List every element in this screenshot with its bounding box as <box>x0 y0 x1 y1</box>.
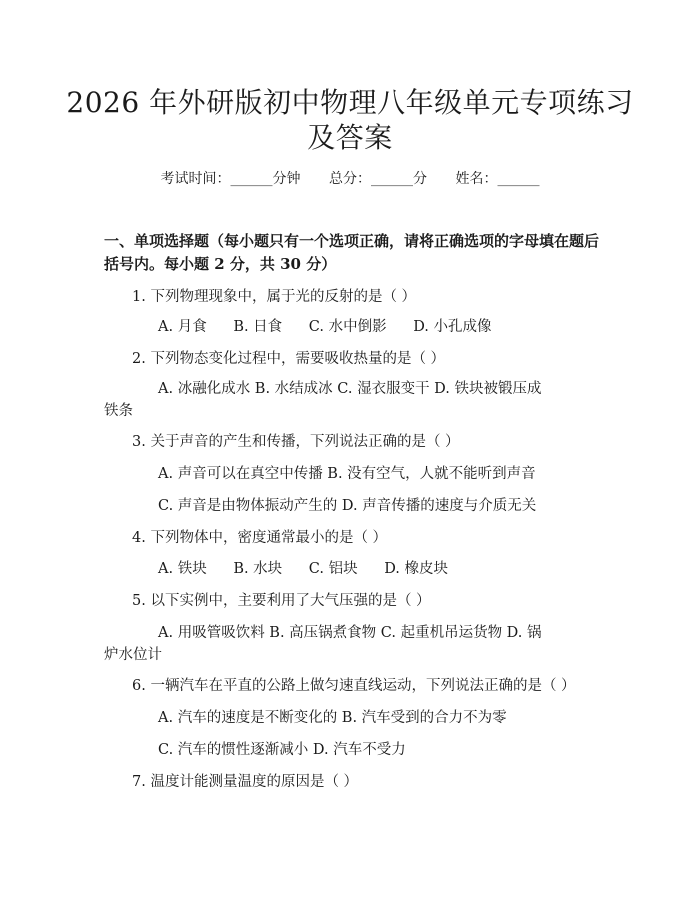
question-3-options-row-2: C. 声音是由物体振动产生的 D. 声音传播的速度与介质无关 <box>158 498 537 514</box>
question-4-options <box>158 557 470 578</box>
question-1: 1. 下列物理现象中，属于光的反射的是（ ） <box>132 289 417 305</box>
question-7: 7. 温度计能测量温度的原因是（ ） <box>132 774 359 790</box>
question-2-options-wrap: 铁条 <box>104 403 133 419</box>
student-name-field: 姓名：______ <box>455 171 540 187</box>
question-6-options-row-1: A. 汽车的速度是不断变化的 B. 汽车受到的合力不为零 <box>158 710 507 726</box>
question-6: 6. 一辆汽车在平直的公路上做匀速直线运动，下列说法正确的是（ ） <box>132 678 576 694</box>
question-3: 3. 关于声音的产生和传播，下列说法正确的是（ ） <box>132 434 460 450</box>
option-d: D. 橡皮块 <box>384 561 449 577</box>
option-b: B. 日食 <box>233 319 283 335</box>
question-1-options <box>158 315 514 336</box>
option-c: C. 铝块 <box>308 561 358 577</box>
question-5: 5. 以下实例中，主要利用了大气压强的是（ ） <box>132 593 431 609</box>
question-2: 2. 下列物态变化过程中，需要吸收热量的是（ ） <box>132 351 446 367</box>
question-2-options: A. 冰融化成水 B. 水结成冰 C. 湿衣服变干 D. 铁块被锻压成 <box>158 381 542 397</box>
question-5-options: A. 用吸管吸饮料 B. 高压锅煮食物 C. 起重机吊运货物 D. 锅 <box>158 625 542 641</box>
question-5-options-wrap: 炉水位计 <box>104 647 162 663</box>
document-title-line-2: 及答案 <box>307 121 393 154</box>
option-c: C. 水中倒影 <box>308 319 387 335</box>
exam-info-row <box>0 168 700 188</box>
document-title-line-1: 2026 年外研版初中物理八年级单元专项练习 <box>66 86 634 119</box>
option-b: B. 水块 <box>233 561 283 577</box>
exam-time-field: 考试时间：______分钟 <box>160 171 301 187</box>
total-score-field: 总分：______分 <box>329 171 427 187</box>
question-6-options-row-2: C. 汽车的惯性逐渐减小 D. 汽车不受力 <box>158 742 406 758</box>
option-a: A. 铁块 <box>158 561 207 577</box>
section-heading: 一、单项选择题（每小题只有一个选项正确，请将正确选项的字母填在题后括号内。每小题 2 分，共 30 分） <box>104 232 600 273</box>
option-d: D. 小孔成像 <box>413 319 492 335</box>
question-3-options-row-1: A. 声音可以在真空中传播 B. 没有空气，人就不能听到声音 <box>158 466 536 482</box>
question-4: 4. 下列物体中，密度通常最小的是（ ） <box>132 530 388 546</box>
option-a: A. 月食 <box>158 319 207 335</box>
